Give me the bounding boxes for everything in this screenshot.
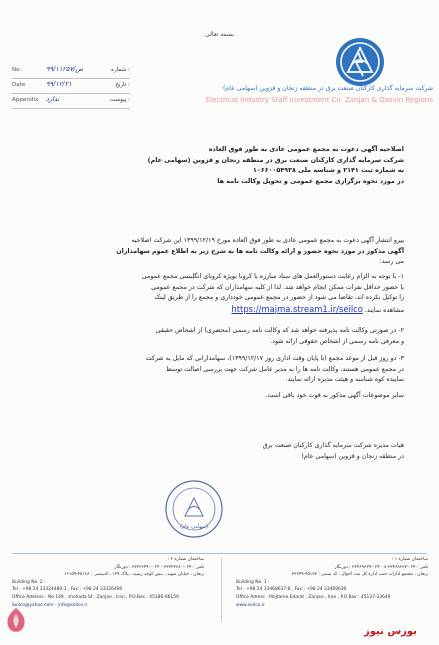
footer-building-2 [12,556,204,609]
notice-title [36,144,404,186]
footer-divider-line [12,553,427,554]
corner-emblem-icon [3,606,29,636]
footer-line: Tel : +98 24 33324480-1 , Fax : +98 24 33326490 [12,587,123,593]
company-name-en: Electrical Industry Staff Investment Co. Zanjan & Qazvin Regions [205,96,433,104]
closing-line [36,391,404,402]
meta-number-value: ۹۹/۱۱۲۵۷/ص [46,65,84,73]
bismillah: بسمه تعالی [205,31,234,38]
item-1-line: ۱- با توجه به الزام رعایت دستورالعمل های ستاد مبارزه با کرونا بویژه کرونای انگلیسی مجمع عمومی [141,273,404,280]
meta-date-value: ۹۹/۱۲/۲۱ [46,80,72,88]
item-1-line [36,304,404,317]
intro-paragraph [36,236,404,268]
footer-website-link[interactable]: www.seilco.ir [236,602,265,608]
meta-number [12,64,130,79]
title-line: به شماره ثبت ۲۱۴۱ و شناسه ملی ۱۰۶۶۰۰۵۴۹۳۸ [252,166,404,175]
footer-line: زنجان ، خیابان شهید ، نبش کوچه زینبیه ، پلاک ۱۴۹ ، کدپستی : ۴۵۱۸۶-۶۶۱۵۹ [64,572,204,578]
item-1 [36,272,404,316]
company-logo-icon [334,36,386,88]
title-line: اصلاحیه آگهی دعوت به مجمع عمومی عادی به طور فوق العاده [208,145,404,153]
intro-line: آگهی مذکور در مورد نحوه حضور و ارائه وکالت نامه ها به شرح زیر به اطلاع عموم سهامداران [116,247,404,255]
meta-appendix-en: Appendix [12,97,39,103]
meta-appendix-fa: پیوست : [110,97,130,103]
footer-line: Tel : +98 24 33468637-8 , Fax : +98 24 33469639 [236,587,347,593]
seal-text: (سهامی عام) [180,524,208,530]
footer-line: تلفن : ۰۲۴-۳۳۳۲۴۶۸۰ - ۰۲۴-۳۳۳۲۶۴۹۰ : دورنگار [114,564,204,570]
footer-building-1 [236,556,428,609]
intro-line: می رسد: [379,258,404,265]
letter-meta [12,64,130,109]
item-3 [36,354,404,386]
meta-date-fa: تاریخ : [115,82,130,88]
meta-date [12,79,130,94]
signature-line: در منطقه زنجان و قزوین (سهامی عام) [301,453,404,460]
footer-line: ساختمان شماره ۱ : [391,557,428,562]
footer-line: Office Address : No 149 , shohada St , Zanjan , Iran , P.O.Box : 45186-66159 [12,594,179,600]
item-3-line: در مجمع عمومی هستند، وکالت نامه ها را به مدیر عامل شرکت جهت بررسی اصالت توسط [165,365,404,373]
closing-text: سایر موضوعات آگهی مذکور به قوت خود باقی است. [265,392,404,399]
footer-line: ساختمان شماره ۲ : [167,557,204,562]
company-seal-icon [163,478,225,540]
stream-link[interactable]: https://majma.stream1.ir/seilco [231,303,363,314]
item-1-tail: مشاهده نمایند. [364,306,404,314]
company-name-fa: شرکت سرمایه گذاری کارکنان صنعت برق در منطقه زنجان و قزوین (سهامی عام) [223,85,433,92]
title-line: شرکت سرمایه گذاری کارکنان صنعت برق در منطقه زنجان و قزوین (سهامی عام) [147,155,404,164]
footer-line: Building No. 2 : [12,579,46,585]
item-3-line: ۳- دو روز قبل از موعد مجمع (تا پایان وقت اداری روز ۱۳۹۹/۱۲/۱۷)، سهامدارانی که مایل به شرکت [145,355,404,362]
item-1-line: با حضور حداقل نفرات ممکن انجام خواهد شد. لذا از کلیه سهامداران که شرکت در مجمع عمومی [151,283,404,291]
footer-line: زنجان ، مجتمع ادارات جنب اداره کل ثبت احوال ، کد پستی : ۴۵۱۳۷-۳۳۶۴۹ [291,572,428,578]
item-2-line: ۲- در صورتی وکالت نامه پذیرفته خواهد شد که وکالت نامه رسمی (محضری) از اشخاص حقیقی [155,327,404,334]
footer-email-link[interactable]: Seilco@yahoo.com - info@seilco.ir [12,602,88,608]
brand-watermark: بورس نیوز [364,626,417,637]
item-1-line: را توکیل نکرده اند، تقاضا می شود از حضور در مجمع عمومی خودداری و مجمع را از طریق لینک [154,294,404,301]
intro-line: پیرو انتشار آگهی دعوت به مجمع عمومی عادی به طور فوق العاده مورخ ۱۳۹۹/۱۲/۱۹ این شرکت اصلاحیه [131,237,404,244]
signature-line: هیات مدیره شرکت سرمایه گذاری کارکنان صنعت برق [262,442,404,449]
signature-block [186,440,404,462]
footer-column-divider [221,558,222,622]
item-3-line: نماینده کوه شناسه و هیئت مدیره ارائه نمایند. [285,376,404,383]
footer-line: تلفن : ۰۲۴-۳۳۴۶۸۶۳۷-۸ - ۰۲۴-۳۳۴۶۹۶۳۹ : دورنگار [334,564,428,570]
meta-number-fa: شماره : [111,67,130,73]
footer-line: Office Adress : Mojtame Edarat , Zanjan , Iran , P.O.Box : 45137-33649 [236,594,391,600]
meta-date-en: Date [12,82,26,88]
item-2 [36,326,404,347]
footer-line: Building No. 1 : [236,579,270,585]
title-line: در مورد نحوه برگزاری مجمع عمومی و تحویل وکالت نامه ها [217,176,404,185]
meta-appendix-value: ندارد [46,95,60,103]
meta-appendix [12,94,130,109]
item-2-line: و معرفی نامه رسمی از اشخاص حقوقی ارائه شود. [270,337,404,345]
meta-number-en: No. [12,67,22,73]
